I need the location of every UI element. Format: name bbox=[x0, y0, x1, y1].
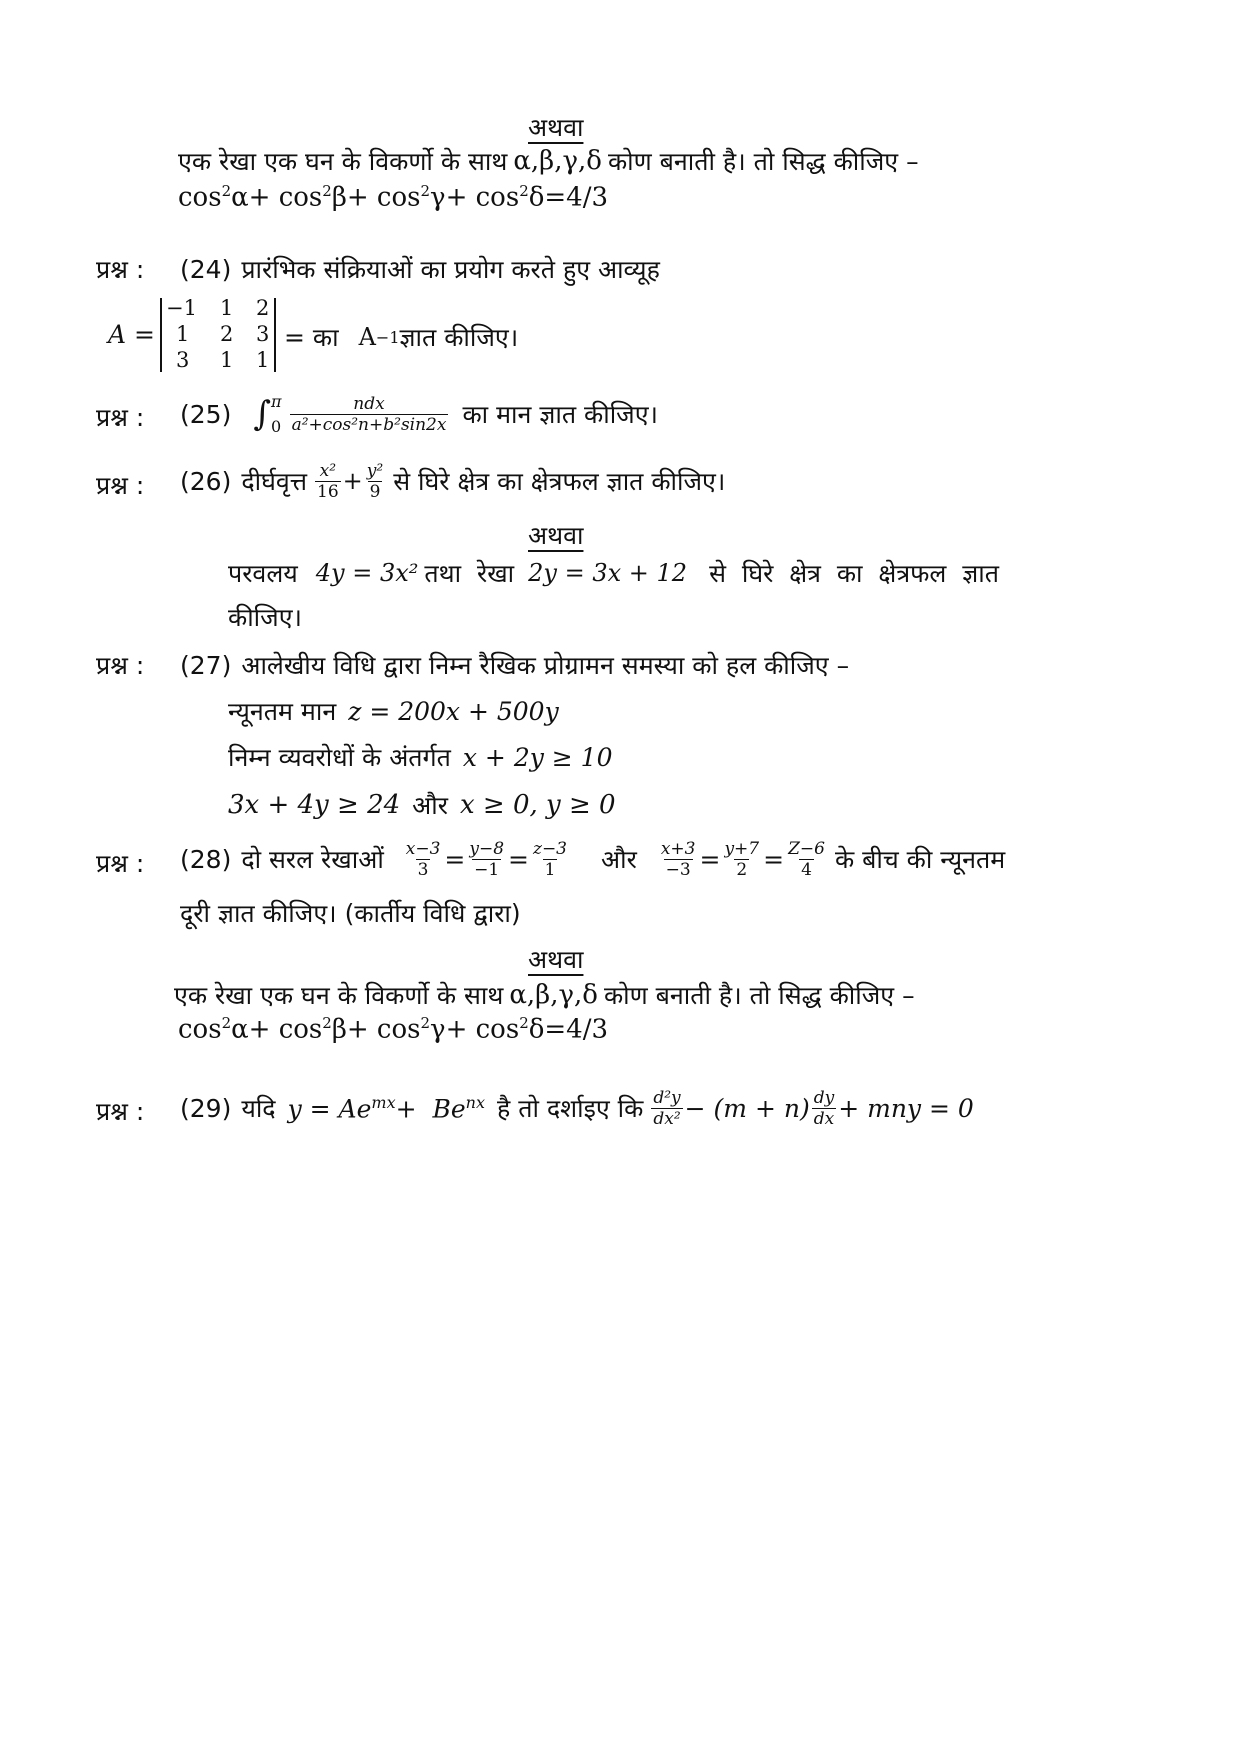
area-text: से घिरे क्षेत्र का क्षेत्रफल ज्ञात bbox=[709, 559, 1000, 588]
equals-sign: = bbox=[508, 844, 529, 874]
and-word: और bbox=[601, 845, 637, 874]
numerator: ndx bbox=[353, 393, 385, 414]
beta-term: β+ bbox=[331, 182, 369, 213]
question-number: (29) bbox=[180, 1093, 232, 1123]
integral-sign: ∫ bbox=[253, 394, 272, 434]
question-number: (27) bbox=[180, 650, 232, 680]
square: 2 bbox=[322, 182, 332, 200]
line-2-equation bbox=[657, 839, 829, 880]
lower-limit: 0 bbox=[271, 417, 282, 436]
matrix-cell: 1 bbox=[176, 322, 190, 346]
matrix-name: A = bbox=[108, 320, 155, 349]
show-that-text: है तो दर्शाइए कि bbox=[496, 1094, 644, 1123]
parabola-line-2: कीजिए। bbox=[228, 603, 303, 632]
question-number: (24) bbox=[180, 254, 232, 284]
or-block-2-line-1 bbox=[174, 978, 915, 1012]
line-label: तथा रेखा bbox=[424, 559, 515, 588]
upper-limit: π bbox=[271, 392, 282, 411]
alpha-term: α+ bbox=[231, 1014, 271, 1045]
beta-term: β+ bbox=[331, 1014, 369, 1045]
gamma-term: γ+ bbox=[430, 1014, 468, 1045]
constraint-line-2 bbox=[228, 788, 616, 822]
denominator: 9 bbox=[369, 481, 381, 502]
objective-line bbox=[228, 694, 559, 728]
numerator: z−3 bbox=[532, 838, 568, 859]
or-block-1-line-1 bbox=[178, 144, 919, 178]
denominator: 2 bbox=[736, 859, 748, 880]
cos-term: cos bbox=[376, 182, 421, 213]
minimize-label: न्यूनतम मान bbox=[228, 697, 337, 726]
or-line-text-2: कोण बनाती है। तो सिद्ध कीजिए – bbox=[607, 147, 919, 176]
cos-identity-2 bbox=[178, 1014, 608, 1045]
two-lines-label: दो सरल रेखाओं bbox=[241, 845, 384, 874]
question-26-text bbox=[180, 454, 725, 508]
line-2-fraction bbox=[659, 839, 698, 880]
exponent-nx: nx bbox=[465, 1092, 485, 1112]
or-line-text-2: कोण बनाती है। तो सिद्ध कीजिए – bbox=[603, 981, 915, 1010]
square: 2 bbox=[519, 1014, 529, 1032]
cos-term: cos bbox=[178, 182, 222, 213]
question-number: (25) bbox=[180, 399, 232, 429]
question-25-text bbox=[180, 386, 658, 442]
cos-term: cos bbox=[376, 1014, 421, 1045]
question-26-statement: से घिरे क्षेत्र का क्षेत्रफल ज्ञात कीजिए। bbox=[393, 467, 726, 496]
matrix-cell: 1 bbox=[256, 348, 270, 372]
shortest-distance-text: के बीच की न्यूनतम bbox=[834, 845, 1006, 874]
cos-term: cos bbox=[475, 1014, 520, 1045]
square: 2 bbox=[519, 182, 529, 200]
denominator: 4 bbox=[801, 859, 812, 880]
matrix-cell: 1 bbox=[220, 296, 234, 320]
question-29-text bbox=[180, 1080, 974, 1136]
objective-function: z = 200x + 500y bbox=[348, 696, 559, 726]
cos-term: cos bbox=[278, 182, 323, 213]
constraint-2: 3x + 4y ≥ 24 bbox=[228, 790, 401, 820]
ellipse-label: दीर्घवृत्त bbox=[241, 467, 308, 496]
find-text: ज्ञात कीजिए। bbox=[399, 323, 519, 352]
square: 2 bbox=[420, 1014, 431, 1032]
delta-term: δ=4/3 bbox=[528, 1014, 609, 1045]
question-28-text bbox=[180, 832, 1005, 886]
equals-sign: = bbox=[699, 844, 721, 874]
matrix-determinant bbox=[160, 298, 276, 372]
question-label-27: प्रश्न : bbox=[96, 651, 145, 680]
numerator: Z−6 bbox=[788, 838, 825, 859]
numerator: x² bbox=[319, 460, 337, 481]
athva-heading-3: अथवा bbox=[528, 945, 584, 974]
numerator: x+3 bbox=[660, 838, 696, 859]
or-line-text: एक रेखा एक घन के विकर्णो के साथ bbox=[174, 981, 504, 1010]
parabola-line-1 bbox=[228, 556, 999, 590]
denominator: 1 bbox=[544, 859, 556, 880]
numerator: y+7 bbox=[724, 838, 760, 859]
question-28-line-2: दूरी ज्ञात कीजिए। (कार्तीय विधि द्वारा) bbox=[180, 899, 521, 928]
parabola-label: परवलय bbox=[228, 559, 298, 588]
square: 2 bbox=[322, 1014, 332, 1032]
inverse-exponent: −1 bbox=[375, 327, 400, 347]
line-1-fraction bbox=[404, 839, 443, 880]
and-word: और bbox=[412, 791, 448, 820]
question-label-26: प्रश्न : bbox=[96, 471, 145, 500]
denominator: 16 bbox=[317, 481, 339, 502]
question-label-28: प्रश्न : bbox=[96, 849, 145, 878]
line-equation: 2y = 3x + 12 bbox=[528, 559, 688, 587]
athva-heading-2: अथवा bbox=[528, 521, 584, 550]
constraint-1: x + 2y ≥ 10 bbox=[462, 742, 613, 772]
or-line-text: एक रेखा एक घन के विकर्णो के साथ bbox=[178, 147, 508, 176]
cos-term: cos bbox=[278, 1014, 323, 1045]
denominator: dx bbox=[813, 1108, 835, 1129]
question-number: (28) bbox=[180, 844, 232, 874]
y-expression bbox=[288, 1093, 485, 1123]
line-1-fraction bbox=[531, 839, 569, 880]
integrand-fraction bbox=[290, 394, 449, 435]
greek-angles: α,β,γ,δ bbox=[509, 980, 598, 1010]
non-negativity: x ≥ 0, y ≥ 0 bbox=[459, 790, 616, 820]
exponent-mx: mx bbox=[371, 1092, 396, 1112]
greek-angles: α,β,γ,δ bbox=[513, 146, 602, 176]
question-24-statement: प्रारंभिक संक्रियाओं का प्रयोग करते हुए आव्यूह bbox=[241, 255, 660, 284]
cos-term: cos bbox=[475, 182, 520, 213]
matrix-inverse-text bbox=[284, 320, 518, 354]
inverse-symbol: A bbox=[358, 323, 376, 351]
plus-sign: + bbox=[342, 467, 363, 495]
gamma-term: γ+ bbox=[430, 182, 468, 213]
plus-be: + Be bbox=[395, 1094, 466, 1124]
matrix-cell: 2 bbox=[256, 296, 270, 320]
second-derivative bbox=[651, 1088, 682, 1129]
denominator: −1 bbox=[474, 859, 500, 880]
constraint-label: निम्न व्यवरोधों के अंतर्गत bbox=[228, 743, 451, 772]
question-label-29: प्रश्न : bbox=[96, 1097, 145, 1126]
cos-identity-1 bbox=[178, 182, 608, 213]
alpha-term: α+ bbox=[231, 182, 271, 213]
matrix-cell: −1 bbox=[166, 296, 197, 320]
equals-sign: = bbox=[763, 844, 785, 874]
numerator: x−3 bbox=[405, 838, 441, 859]
denominator: 3 bbox=[417, 859, 429, 880]
question-25-statement: का मान ज्ञात कीजिए। bbox=[462, 400, 659, 429]
question-27-text bbox=[180, 648, 849, 682]
line-1-equation bbox=[402, 839, 571, 880]
question-24-text bbox=[180, 252, 660, 286]
square: 2 bbox=[420, 182, 431, 200]
numerator: y−8 bbox=[469, 838, 505, 859]
line-1-fraction bbox=[467, 839, 506, 880]
matrix-cell: 3 bbox=[256, 322, 270, 346]
square: 2 bbox=[221, 182, 232, 200]
matrix-cell: 3 bbox=[176, 348, 190, 372]
matrix-cell: 1 bbox=[220, 348, 234, 372]
numerator: dy bbox=[813, 1087, 835, 1108]
question-label-24: प्रश्न : bbox=[96, 255, 145, 284]
denominator: −3 bbox=[665, 859, 691, 880]
y-equals-ae: y = Ae bbox=[287, 1094, 372, 1124]
numerator: d²y bbox=[653, 1087, 681, 1108]
question-27-statement: आलेखीय विधि द्वारा निम्न रैखिक प्रोग्रामन समस्या को हल कीजिए – bbox=[241, 651, 850, 680]
question-number: (26) bbox=[180, 466, 232, 496]
minus-m-plus-n: − (m + n) bbox=[684, 1093, 810, 1123]
equals-ka: = का bbox=[284, 323, 339, 352]
square: 2 bbox=[221, 1014, 232, 1032]
constraint-line-1 bbox=[228, 740, 613, 774]
delta-term: δ=4/3 bbox=[528, 182, 609, 213]
equals-sign: = bbox=[444, 844, 466, 874]
parabola-equation: 4y = 3x² bbox=[315, 559, 419, 587]
line-2-fraction bbox=[722, 839, 761, 880]
athva-heading-1: अथवा bbox=[528, 113, 584, 142]
fraction-x bbox=[315, 461, 341, 502]
denominator: a²+cos²n+b²sin2x bbox=[291, 414, 447, 435]
equation-tail: + mny = 0 bbox=[838, 1093, 974, 1123]
question-label-25: प्रश्न : bbox=[96, 403, 145, 432]
integral-limits bbox=[271, 392, 282, 436]
denominator: dx² bbox=[653, 1108, 681, 1129]
if-word: यदि bbox=[241, 1094, 276, 1123]
cos-term: cos bbox=[178, 1014, 222, 1045]
first-derivative bbox=[812, 1088, 837, 1129]
numerator: y² bbox=[366, 460, 384, 481]
fraction-y bbox=[365, 461, 385, 502]
line-2-fraction bbox=[786, 839, 827, 880]
matrix-cell: 2 bbox=[220, 322, 234, 346]
